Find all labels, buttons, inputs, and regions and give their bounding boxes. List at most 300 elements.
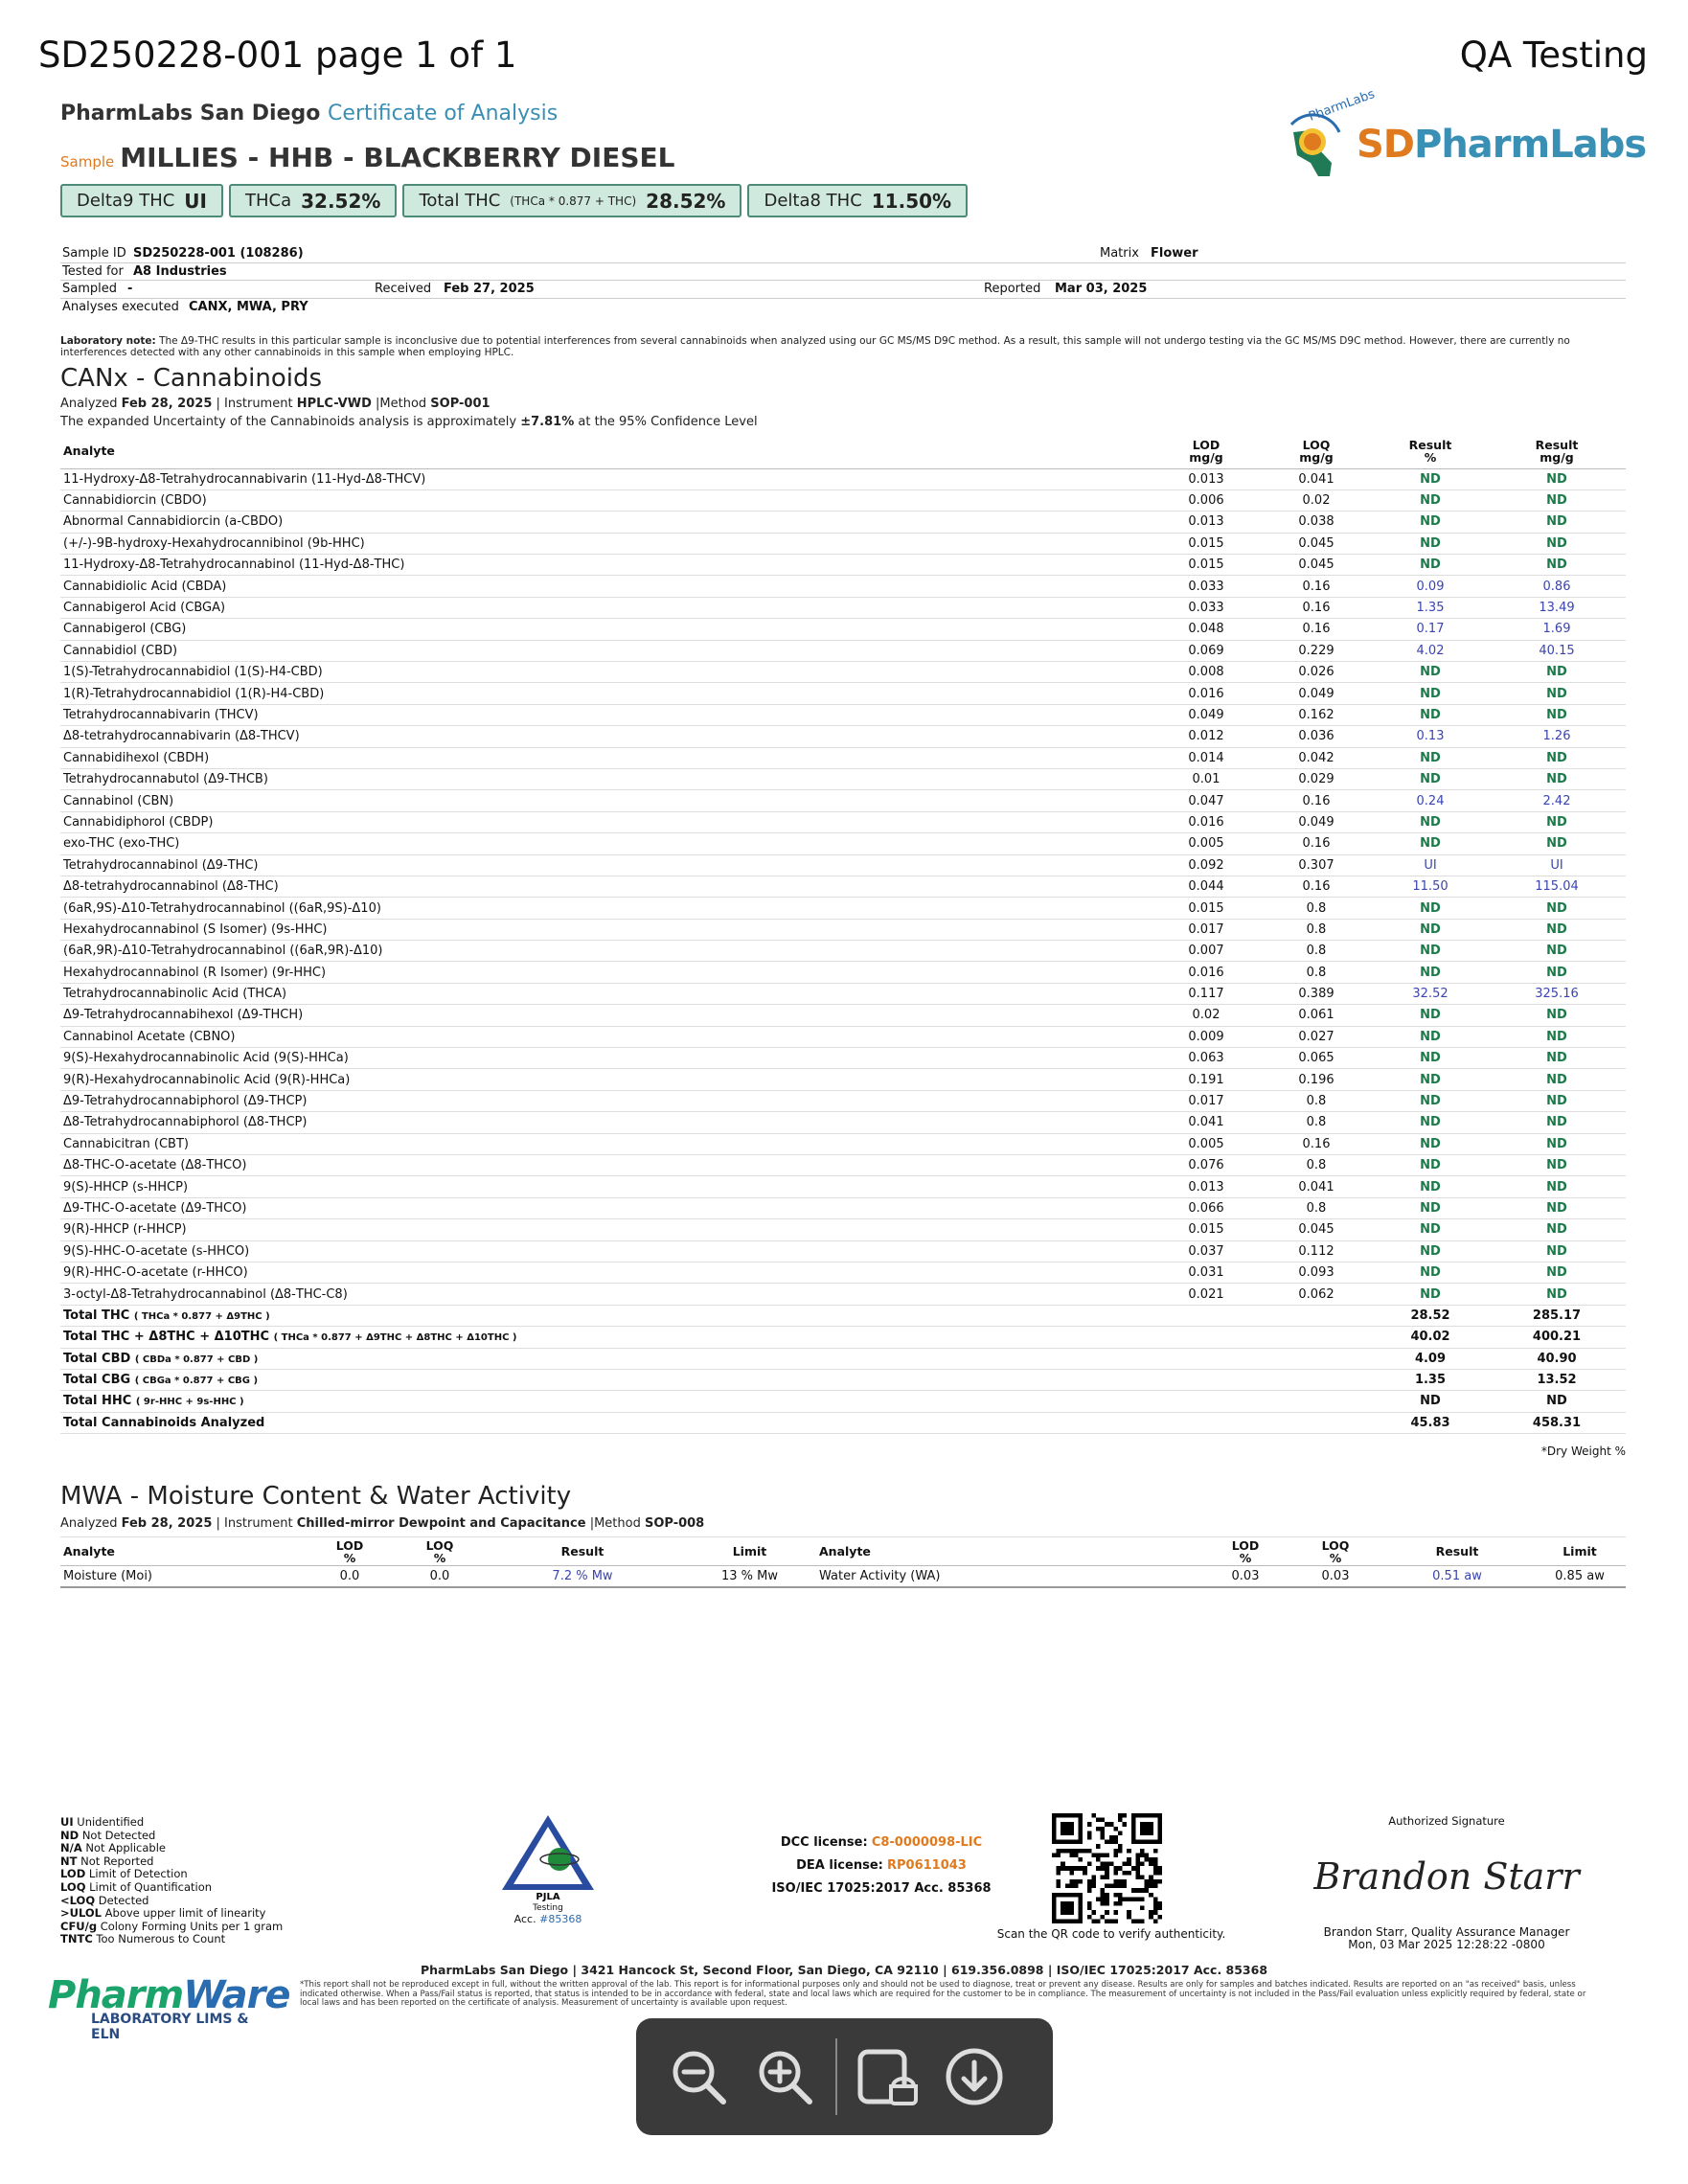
signer-info [1303, 1926, 1590, 1951]
result-mg: ND [1488, 1090, 1626, 1111]
canx-analysis-info: Analyzed Feb 28, 2025 | Instrument HPLC-VWD |Method SOP-001 [60, 397, 490, 411]
result-pct: ND [1373, 555, 1488, 576]
total-row [60, 1305, 1626, 1326]
result-mg: 40.15 [1488, 640, 1626, 661]
qa-testing-label: QA Testing [1459, 34, 1648, 76]
table-row [60, 1262, 1626, 1283]
result-pct: ND [1373, 1176, 1488, 1197]
method-label: Method [379, 397, 427, 411]
col-result-unit: mg/g [1540, 449, 1574, 465]
result-mg: ND [1488, 811, 1626, 832]
result-mg: ND [1488, 1005, 1626, 1026]
abbreviation-legend [60, 1816, 283, 1946]
pill-label: Total THC [419, 191, 501, 211]
loq-value: 0.16 [1260, 597, 1373, 618]
result-mg: 13.49 [1488, 597, 1626, 618]
loq-value: 0.02 [1260, 489, 1373, 511]
legend-item [60, 1881, 283, 1895]
result-mg: ND [1488, 941, 1626, 962]
total-formula: ( THCa * 0.877 + Δ9THC + Δ8THC + Δ10THC ) [273, 1332, 517, 1344]
total-row [60, 1327, 1626, 1348]
analyte-name: Cannabidiolic Acid (CBDA) [60, 576, 1152, 597]
water-activity-analyte: Water Activity (WA) [819, 1566, 1200, 1587]
lod-value: 0.008 [1152, 662, 1260, 683]
table-row [60, 898, 1626, 919]
loq-value: 0.062 [1260, 1284, 1373, 1305]
legend-desc: Detected [98, 1893, 149, 1907]
legend-desc: Not Reported [80, 1854, 154, 1868]
result-mg: ND [1488, 1133, 1626, 1154]
table-row [60, 489, 1626, 511]
signer-name: Brandon Starr, Quality Assurance Manager [1323, 1925, 1570, 1939]
table-row [60, 790, 1626, 811]
loq-value: 0.061 [1260, 1005, 1373, 1026]
dea-license [709, 1854, 1054, 1877]
zoom-in-icon [754, 2046, 815, 2107]
loq-value: 0.16 [1260, 790, 1373, 811]
loq-value: 0.026 [1260, 662, 1373, 683]
total-name: Total CBD [63, 1351, 131, 1366]
table-row [60, 876, 1626, 897]
table-row [60, 747, 1626, 768]
moisture-loq: 0.0 [395, 1566, 485, 1587]
col-lod-label: LOD [335, 1537, 364, 1553]
lod-value: 0.092 [1152, 854, 1260, 876]
total-pct: 40.02 [1373, 1327, 1488, 1348]
result-pct: 0.13 [1373, 726, 1488, 747]
legend-abbr: <LOQ [60, 1893, 96, 1907]
loq-value: 0.8 [1260, 1197, 1373, 1218]
legend-abbr: N/A [60, 1841, 82, 1855]
dcc-value: C8-0000098-LIC [871, 1835, 983, 1850]
analyte-name: Tetrahydrocannabinolic Acid (THCA) [60, 983, 1152, 1004]
total-pct: 4.09 [1373, 1348, 1488, 1369]
water-activity-lod: 0.03 [1200, 1566, 1290, 1587]
table-row [60, 1155, 1626, 1176]
loq-value: 0.065 [1260, 1048, 1373, 1069]
result-pct: 0.17 [1373, 619, 1488, 640]
analyte-name: 11-Hydroxy-Δ8-Tetrahydrocannabinol (11-Hyd-Δ8-THC) [60, 555, 1152, 576]
summary-pill [60, 184, 223, 217]
lod-value: 0.015 [1152, 1219, 1260, 1240]
result-mg: 325.16 [1488, 983, 1626, 1004]
legend-desc: Not Detected [81, 1828, 156, 1842]
logo-prefix: SD [1357, 123, 1415, 167]
empty-cell [1152, 1369, 1260, 1390]
sample-id-label: Sample ID [62, 246, 126, 261]
col-analyte: Analyte [60, 434, 1152, 468]
legend-abbr: LOD [60, 1867, 86, 1881]
lod-value: 0.021 [1152, 1284, 1260, 1305]
empty-cell [1152, 1391, 1260, 1412]
loq-value: 0.036 [1260, 726, 1373, 747]
summary-pills [60, 184, 968, 217]
total-formula: ( CBDa * 0.877 + CBD ) [134, 1354, 259, 1365]
moisture-lod: 0.0 [305, 1566, 395, 1587]
result-mg: ND [1488, 683, 1626, 704]
result-mg: ND [1488, 1026, 1626, 1047]
result-mg: 115.04 [1488, 876, 1626, 897]
col-limit: Limit [680, 1537, 819, 1566]
sample-id-value: SD250228-001 (108286) [133, 246, 304, 261]
legend-item [60, 1816, 283, 1830]
result-pct: ND [1373, 533, 1488, 554]
reported-value: Mar 03, 2025 [1055, 282, 1148, 296]
result-mg: ND [1488, 468, 1626, 489]
analyte-name: 3-octyl-Δ8-Tetrahydrocannabinol (Δ8-THC-C8) [60, 1284, 1152, 1305]
footer-disclaimer: *This report shall not be reproduced except in full, without the written approval of the lab. This report is for informational purposes only and should not be used to diagnose, treat or prevent any disease. Results are only for samples and batches indicated. Results are reported on an "as received" basis, unless indicated otherwise. When a Pass/Fail status is reported, that status is intended to be in accordance with federal, state and local laws which are required for the customer to be in compliance. The measurement of uncertainty is not included in the Pass/Fail evaluation unless explicitly required by federal, state or local laws and has been reported on the certificate of analysis. Measurement of uncertainty is available upon request. [300, 1980, 1586, 2008]
analyte-name: 9(R)-HHCP (r-HHCP) [60, 1219, 1152, 1240]
legend-desc: Unidentified [77, 1815, 145, 1829]
table-row [60, 1069, 1626, 1090]
legend-abbr: NT [60, 1854, 78, 1868]
empty-cell [1152, 1327, 1260, 1348]
sdpharmlabs-logo [1272, 87, 1647, 190]
total-label [60, 1391, 1152, 1412]
loq-value: 0.045 [1260, 1219, 1373, 1240]
result-pct: ND [1373, 1090, 1488, 1111]
result-pct: ND [1373, 747, 1488, 768]
uncertainty-post: at the 95% Confidence Level [578, 415, 758, 429]
result-mg: ND [1488, 747, 1626, 768]
loq-value: 0.16 [1260, 576, 1373, 597]
result-pct: 4.02 [1373, 640, 1488, 661]
total-label [60, 1412, 1152, 1433]
result-mg: ND [1488, 768, 1626, 789]
analyte-name: Δ8-tetrahydrocannabivarin (Δ8-THCV) [60, 726, 1152, 747]
legend-item [60, 1868, 283, 1881]
lab-name: PharmLabs San Diego [60, 102, 321, 125]
loq-value: 0.229 [1260, 640, 1373, 661]
total-mg: 40.90 [1488, 1348, 1626, 1369]
empty-cell [1260, 1412, 1373, 1433]
total-pct: 45.83 [1373, 1412, 1488, 1433]
footer-address: PharmLabs San Diego | 3421 Hancock St, Second Floor, San Diego, CA 92110 | 619.356.0898 | ISO/IEC 17025:2017 Acc. 85368 [420, 1963, 1268, 1977]
col-limit: Limit [1534, 1537, 1626, 1566]
table-row [60, 1048, 1626, 1069]
analyte-name: 11-Hydroxy-Δ8-Tetrahydrocannabivarin (11-Hyd-Δ8-THCV) [60, 468, 1152, 489]
pill-value: 28.52% [646, 189, 726, 213]
analyte-name: Δ9-Tetrahydrocannabiphorol (Δ9-THCP) [60, 1090, 1152, 1111]
total-mg: 400.21 [1488, 1327, 1626, 1348]
col-unit: % [1329, 1550, 1342, 1565]
result-mg: 1.26 [1488, 726, 1626, 747]
analyses-value: CANX, MWA, PRY [189, 299, 308, 314]
california-map-icon [1272, 87, 1378, 190]
lod-value: 0.049 [1152, 704, 1260, 725]
col-loq-label: LOQ [425, 1537, 454, 1553]
matrix-value: Flower [1151, 246, 1198, 261]
result-pct: ND [1373, 1069, 1488, 1090]
result-mg: ND [1488, 898, 1626, 919]
result-mg: ND [1488, 919, 1626, 940]
qr-code-icon[interactable] [1052, 1813, 1162, 1923]
table-row [60, 1197, 1626, 1218]
table-row [60, 619, 1626, 640]
sampled-label: Sampled [62, 282, 117, 296]
table-row [60, 919, 1626, 940]
laboratory-note [60, 335, 1626, 358]
lod-value: 0.041 [1152, 1112, 1260, 1133]
mwa-row [60, 1566, 1626, 1587]
analyte-name: Cannabidiorcin (CBDO) [60, 489, 1152, 511]
loq-value: 0.16 [1260, 619, 1373, 640]
lod-value: 0.016 [1152, 811, 1260, 832]
analyte-name: Δ9-Tetrahydrocannabihexol (Δ9-THCH) [60, 1005, 1152, 1026]
legend-abbr: TNTC [60, 1932, 93, 1946]
pjla-sub: Testing [533, 1903, 563, 1913]
legend-desc: Limit of Detection [88, 1867, 188, 1881]
col-unit: % [343, 1550, 356, 1565]
loq-value: 0.042 [1260, 747, 1373, 768]
pharmware-b: Ware [183, 1973, 290, 2017]
total-row [60, 1412, 1626, 1433]
total-name: Total THC [63, 1308, 130, 1323]
empty-cell [1260, 1348, 1373, 1369]
total-mg: 285.17 [1488, 1305, 1626, 1326]
result-pct: ND [1373, 489, 1488, 511]
loq-value: 0.045 [1260, 555, 1373, 576]
result-mg: ND [1488, 833, 1626, 854]
total-formula: ( 9r-HHC + 9s-HHC ) [135, 1397, 244, 1408]
col-analyte: Analyte [60, 1537, 305, 1566]
iso-value: ISO/IEC 17025:2017 Acc. 85368 [771, 1881, 992, 1896]
table-row [60, 512, 1626, 533]
result-pct: ND [1373, 962, 1488, 983]
zoom-out-button[interactable] [655, 2034, 741, 2120]
lod-value: 0.017 [1152, 919, 1260, 940]
loq-value: 0.162 [1260, 704, 1373, 725]
mwa-table [60, 1536, 1626, 1588]
legend-abbr: >ULOL [60, 1906, 102, 1921]
signature-image [1303, 1849, 1590, 1906]
document-id: SD250228-001 page 1 of 1 [38, 34, 517, 76]
analyte-name: (6aR,9R)-Δ10-Tetrahydrocannabinol ((6aR,9R)-Δ10) [60, 941, 1152, 962]
dcc-label: DCC license: [780, 1835, 868, 1850]
lod-value: 0.013 [1152, 512, 1260, 533]
loq-value: 0.389 [1260, 983, 1373, 1004]
col-result: Result [1380, 1537, 1534, 1566]
table-row [60, 640, 1626, 661]
lod-value: 0.044 [1152, 876, 1260, 897]
col-result-label: Result [1535, 437, 1579, 452]
result-pct: UI [1373, 854, 1488, 876]
col-result-mg [1488, 434, 1626, 468]
instrument-label: Instrument [224, 1516, 293, 1531]
pill-note: (THCa * 0.877 + THC) [510, 193, 637, 208]
tested-for-label: Tested for [62, 263, 124, 279]
analyte-name: (+/-)-9B-hydroxy-Hexahydrocannibinol (9b-HHC) [60, 533, 1152, 554]
result-pct: ND [1373, 919, 1488, 940]
uncertainty-pre: The expanded Uncertainty of the Cannabinoids analysis is approximately [60, 415, 517, 429]
loq-value: 0.16 [1260, 833, 1373, 854]
analyzed-label: Analyzed [60, 1516, 118, 1531]
moisture-analyte: Moisture (Moi) [60, 1566, 305, 1587]
result-mg: ND [1488, 1284, 1626, 1305]
sample-name: MILLIES - HHB - BLACKBERRY DIESEL [120, 142, 675, 173]
loq-value: 0.045 [1260, 533, 1373, 554]
reported-label: Reported [984, 282, 1041, 296]
empty-cell [1260, 1305, 1373, 1326]
method-label: Method [594, 1516, 641, 1531]
result-pct: ND [1373, 1219, 1488, 1240]
loq-value: 0.307 [1260, 854, 1373, 876]
legend-desc: Limit of Quantification [89, 1879, 213, 1894]
pjla-acc-label: Acc. [513, 1913, 536, 1925]
table-row [60, 683, 1626, 704]
total-label [60, 1348, 1152, 1369]
loq-value: 0.196 [1260, 1069, 1373, 1090]
loq-value: 0.041 [1260, 468, 1373, 489]
logo-arc-text: PharmLabs [1307, 87, 1378, 125]
pill-label: Delta9 THC [77, 191, 175, 211]
legend-abbr: CFU/g [60, 1919, 98, 1933]
analyte-name: Cannabidiol (CBD) [60, 640, 1152, 661]
table-row [60, 1176, 1626, 1197]
total-mg: 13.52 [1488, 1369, 1626, 1390]
download-button[interactable] [931, 2034, 1017, 2120]
legend-item [60, 1933, 283, 1946]
total-mg: ND [1488, 1391, 1626, 1412]
dea-label: DEA license: [796, 1858, 883, 1873]
dry-weight-note: *Dry Weight % [1540, 1445, 1626, 1458]
lod-value: 0.033 [1152, 576, 1260, 597]
table-row [60, 555, 1626, 576]
loq-value: 0.027 [1260, 1026, 1373, 1047]
result-pct: ND [1373, 704, 1488, 725]
sample-label: Sample [60, 153, 115, 171]
lod-value: 0.013 [1152, 468, 1260, 489]
cannabinoids-table [60, 434, 1626, 1434]
dcc-license [709, 1831, 1054, 1854]
analyte-name: 9(R)-HHC-O-acetate (r-HHCO) [60, 1262, 1152, 1283]
analyte-name: Δ8-Tetrahydrocannabiphorol (Δ8-THCP) [60, 1112, 1152, 1133]
result-pct: ND [1373, 1240, 1488, 1262]
loq-value: 0.049 [1260, 811, 1373, 832]
pjla-acc [500, 1913, 596, 1925]
lod-value: 0.191 [1152, 1069, 1260, 1090]
instrument-label: Instrument [224, 397, 293, 411]
legend-abbr: LOQ [60, 1879, 86, 1894]
result-mg: 0.86 [1488, 576, 1626, 597]
signature-script: Brandon Starr [1313, 1855, 1580, 1898]
total-label [60, 1369, 1152, 1390]
canx-title: CANx - Cannabinoids [60, 364, 323, 393]
method-value: SOP-008 [644, 1516, 705, 1531]
result-mg: ND [1488, 512, 1626, 533]
empty-cell [1260, 1327, 1373, 1348]
analyte-name: 9(S)-Hexahydrocannabinolic Acid (9(S)-HHCa) [60, 1048, 1152, 1069]
loq-value: 0.112 [1260, 1240, 1373, 1262]
legend-desc: Above upper limit of linearity [104, 1906, 266, 1921]
table-row [60, 768, 1626, 789]
zoom-out-icon [668, 2046, 729, 2107]
lod-value: 0.01 [1152, 768, 1260, 789]
col-loq [395, 1537, 485, 1566]
pjla-acc-number: #85368 [539, 1913, 582, 1925]
loq-value: 0.8 [1260, 919, 1373, 940]
lod-value: 0.017 [1152, 1090, 1260, 1111]
table-row [60, 854, 1626, 876]
iso-accreditation [709, 1877, 1054, 1900]
analyte-name: Abnormal Cannabidiorcin (a-CBDO) [60, 512, 1152, 533]
legend-abbr: ND [60, 1828, 80, 1842]
pjla-triangle-icon [500, 1813, 596, 1901]
pill-value: 11.50% [871, 189, 952, 213]
pharmware-logo [48, 1973, 290, 2042]
analyte-name: Cannabinol (CBN) [60, 790, 1152, 811]
loq-value: 0.8 [1260, 962, 1373, 983]
zoom-in-button[interactable] [741, 2034, 828, 2120]
result-pct: ND [1373, 1284, 1488, 1305]
instrument-value: Chilled-mirror Dewpoint and Capacitance [296, 1516, 586, 1531]
empty-cell [1152, 1305, 1260, 1326]
table-row [60, 833, 1626, 854]
table-row [60, 1219, 1626, 1240]
analyte-name: Δ9-THC-O-acetate (Δ9-THCO) [60, 1197, 1152, 1218]
lab-title [60, 102, 558, 125]
legend-desc: Too Numerous to Count [96, 1932, 226, 1946]
pill-value: UI [184, 189, 207, 213]
result-mg: 1.69 [1488, 619, 1626, 640]
loq-value: 0.8 [1260, 1155, 1373, 1176]
col-lod-unit: mg/g [1189, 449, 1223, 465]
col-loq [1260, 434, 1373, 468]
received-value: Feb 27, 2025 [444, 282, 535, 296]
analyte-name: Cannabinol Acetate (CBNO) [60, 1026, 1152, 1047]
mwa-title: MWA - Moisture Content & Water Activity [60, 1482, 572, 1511]
scan-qr-note: Scan the QR code to verify authenticity. [996, 1927, 1226, 1941]
cannabinoids-table-body [60, 468, 1626, 1434]
total-label [60, 1305, 1152, 1326]
result-pct: ND [1373, 683, 1488, 704]
col-loq [1290, 1537, 1380, 1566]
lod-value: 0.117 [1152, 983, 1260, 1004]
table-row [60, 533, 1626, 554]
result-mg: ND [1488, 962, 1626, 983]
meta-row [60, 263, 1626, 282]
meta-row [60, 281, 1626, 299]
lod-value: 0.005 [1152, 1133, 1260, 1154]
result-mg: ND [1488, 704, 1626, 725]
result-pct: ND [1373, 941, 1488, 962]
lod-value: 0.066 [1152, 1197, 1260, 1218]
download-icon [944, 2046, 1005, 2107]
lod-value: 0.037 [1152, 1240, 1260, 1262]
analyte-name: 1(S)-Tetrahydrocannabidiol (1(S)-H4-CBD) [60, 662, 1152, 683]
result-pct: ND [1373, 1133, 1488, 1154]
pharmware-subtitle: LABORATORY LIMS & ELN [91, 2012, 249, 2042]
result-pct: ND [1373, 811, 1488, 832]
empty-cell [1152, 1348, 1260, 1369]
result-pct: ND [1373, 1005, 1488, 1026]
col-unit: % [433, 1550, 446, 1565]
lod-value: 0.013 [1152, 1176, 1260, 1197]
loq-value: 0.093 [1260, 1262, 1373, 1283]
lod-value: 0.006 [1152, 489, 1260, 511]
lod-value: 0.009 [1152, 1026, 1260, 1047]
col-lod-label: LOD [1231, 1537, 1260, 1553]
table-row [60, 1112, 1626, 1133]
table-row [60, 726, 1626, 747]
loq-value: 0.16 [1260, 1133, 1373, 1154]
total-name: Total CBG [63, 1373, 131, 1388]
col-analyte: Analyte [819, 1537, 1200, 1566]
analyte-name: Tetrahydrocannabutol (Δ9-THCB) [60, 768, 1152, 789]
analyte-name: Cannabicitran (CBT) [60, 1133, 1152, 1154]
summary-pill [747, 184, 968, 217]
page-view-button[interactable] [845, 2034, 931, 2120]
